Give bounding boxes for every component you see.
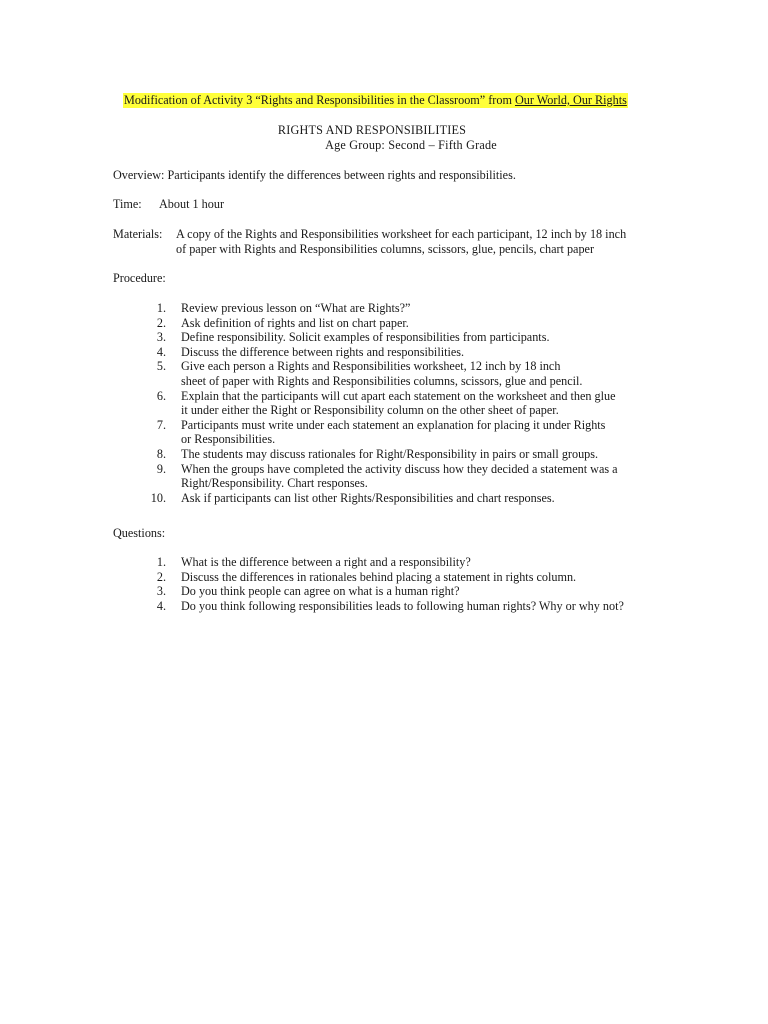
procedure-step-item-number: 9. xyxy=(156,461,166,476)
procedure-step-item-number: 7. xyxy=(156,417,166,432)
procedure-step-item-number: 5. xyxy=(156,359,166,374)
overview-label: Overview: xyxy=(113,168,165,182)
materials-label: Materials: xyxy=(113,227,163,241)
procedure-step-item-number: 6. xyxy=(156,388,166,403)
modification-note-text: Modification of Activity 3 “Rights and Responsibilities in the Classroom” from xyxy=(124,93,515,107)
question-item xyxy=(146,584,666,599)
materials-line-2: of paper with Rights and Responsibilities columns, scissors, glue, pencils, chart paper xyxy=(176,241,595,256)
procedure-step-item-number: 1. xyxy=(156,301,166,315)
procedure-step-item-number: 8. xyxy=(156,446,166,461)
procedure-step-item xyxy=(146,447,666,462)
question-item xyxy=(146,570,666,585)
procedure-step-item xyxy=(146,418,666,447)
question-item-number: 2. xyxy=(156,569,166,584)
procedure-step-item-text: it under either the Right or Responsibility column on the other sheet of paper. xyxy=(181,403,559,418)
procedure-step-item xyxy=(146,462,666,491)
procedure-step-item-text: or Responsibilities. xyxy=(181,432,276,447)
materials-text xyxy=(176,227,626,256)
procedure-step-item xyxy=(146,301,666,316)
procedure-step-item-text: Right/Responsibility. Chart responses. xyxy=(181,476,368,491)
materials-section xyxy=(113,227,627,256)
title-age-group: Age Group: Second – Fifth Grade xyxy=(325,137,497,152)
time-section xyxy=(113,197,224,212)
time-text: About 1 hour xyxy=(159,197,224,211)
overview-text: Participants identify the differences between rights and responsibilities. xyxy=(167,168,516,182)
procedure-step-item-text: Review previous lesson on “What are Rights?” xyxy=(181,301,411,315)
procedure-step-item-text: The students may discuss rationales for Right/Responsibility in pairs or small groups. xyxy=(181,446,599,461)
question-item xyxy=(146,599,666,614)
modification-note xyxy=(123,93,628,108)
procedure-step-item xyxy=(146,330,666,345)
procedure-step-item xyxy=(146,359,666,388)
procedure-step-item-text: Discuss the difference between rights and responsibilities. xyxy=(181,344,465,359)
procedure-step-item-number: 2. xyxy=(156,315,166,330)
procedure-step-item-text: Ask definition of rights and list on chart paper. xyxy=(181,315,409,330)
procedure-step-item xyxy=(146,491,666,506)
procedure-step-item-number: 3. xyxy=(156,330,166,345)
question-item-text: Discuss the differences in rationales behind placing a statement in rights column. xyxy=(181,569,577,584)
question-item-number: 1. xyxy=(156,555,166,569)
procedure-step-item-text: Give each person a Rights and Responsibilities worksheet, 12 inch by 18 inch xyxy=(181,359,561,374)
question-item-number: 3. xyxy=(156,584,166,599)
procedure-step-item-text: Ask if participants can list other Rights/Responsibilities and chart responses. xyxy=(181,490,555,505)
question-item-text: Do you think following responsibilities leads to following human rights? Why or why not? xyxy=(181,598,624,613)
procedure-step-item-text: sheet of paper with Rights and Responsibilities columns, scissors, glue and pencil. xyxy=(181,373,583,388)
procedure-step-item-text: Define responsibility. Solicit examples of responsibilities from participants. xyxy=(181,330,550,345)
question-item-number: 4. xyxy=(156,598,166,613)
procedure-step-item xyxy=(146,389,666,418)
overview-section xyxy=(113,168,516,183)
procedure-step-item-text: Explain that the participants will cut apart each statement on the worksheet and then glue xyxy=(181,388,616,403)
procedure-step-item-number: 4. xyxy=(156,344,166,359)
procedure-list xyxy=(146,301,666,505)
procedure-label: Procedure: xyxy=(113,271,166,285)
questions-label: Questions: xyxy=(113,526,166,540)
question-item-text: Do you think people can agree on what is a human right? xyxy=(181,584,460,599)
question-item-text: What is the difference between a right and a responsibility? xyxy=(181,555,471,569)
materials-line-1: A copy of the Rights and Responsibilities worksheet for each participant, 12 inch by 18 inch xyxy=(176,227,627,241)
source-title-link: Our World, Our Rights xyxy=(514,93,627,107)
procedure-step-item-text: Participants must write under each statement an explanation for placing it under Rights xyxy=(181,417,606,432)
procedure-step-item xyxy=(146,345,666,360)
time-label: Time: xyxy=(113,197,142,211)
questions-list xyxy=(146,555,666,613)
procedure-step-item xyxy=(146,316,666,331)
title-main: RIGHTS AND RESPONSIBILITIES xyxy=(277,123,467,137)
procedure-step-item-text: When the groups have completed the activity discuss how they decided a statement was a xyxy=(181,461,618,476)
document-title xyxy=(0,123,768,152)
procedure-step-item-number: 10. xyxy=(150,490,166,505)
question-item xyxy=(146,555,666,570)
